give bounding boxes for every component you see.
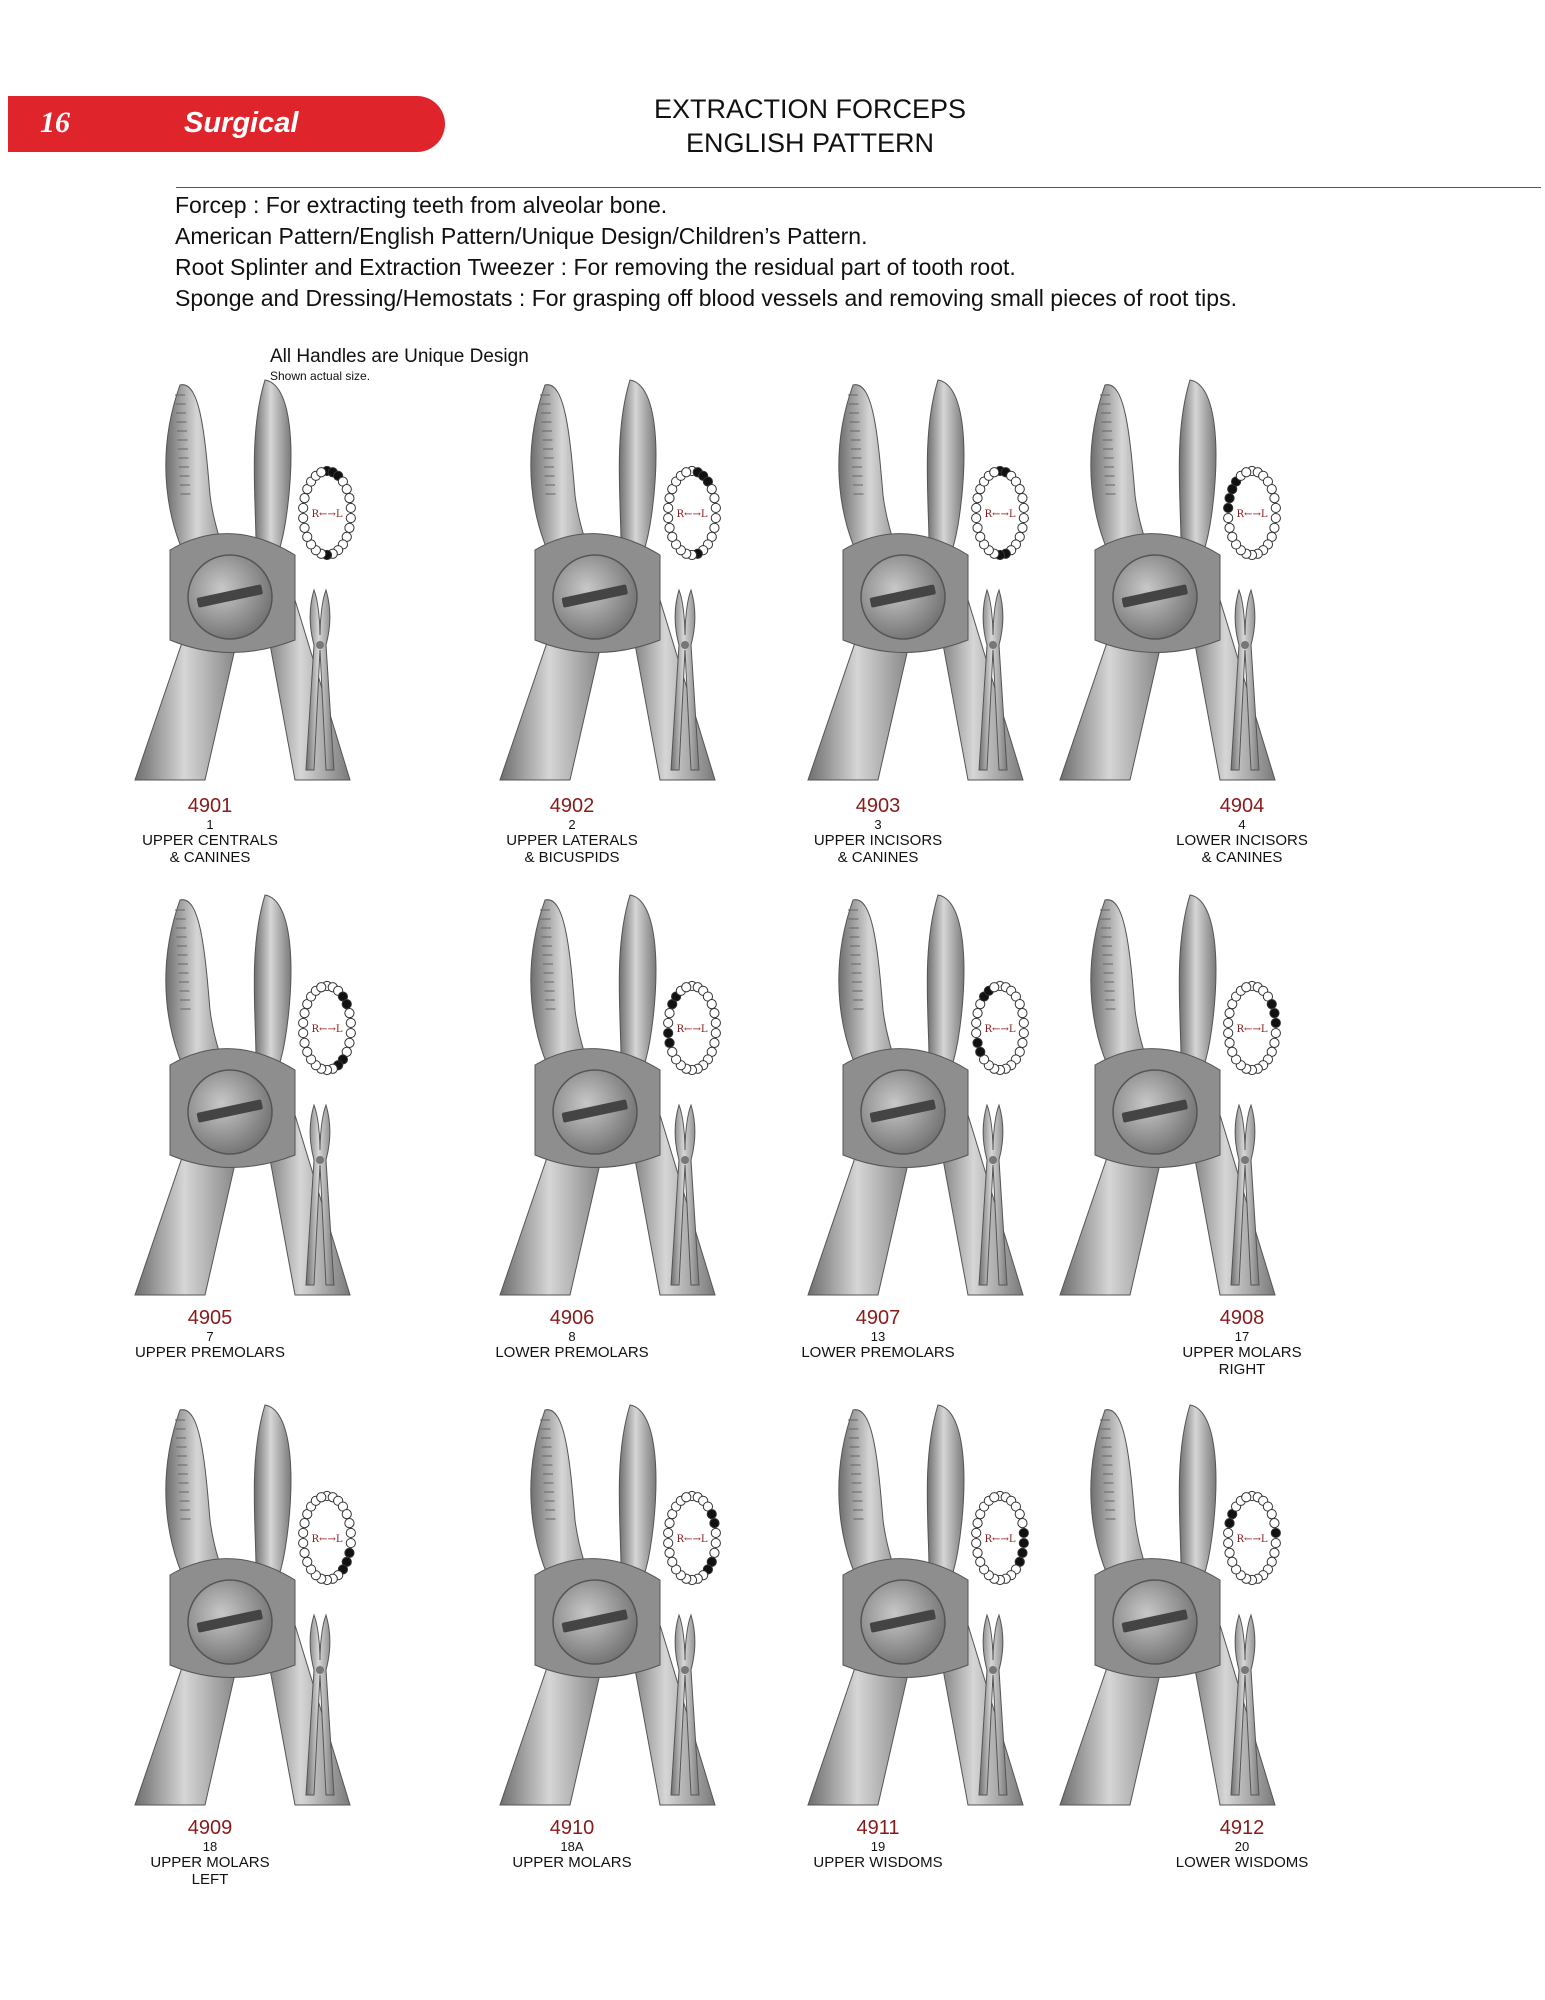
page-title-line2: ENGLISH PATTERN — [685, 128, 935, 158]
forceps-main-view — [1060, 1405, 1275, 1805]
product-code: 4903 — [855, 795, 901, 817]
product-code: 4906 — [549, 1307, 595, 1329]
pattern-number: 2 — [568, 817, 576, 832]
arch-side-label: R←→L — [1236, 1024, 1268, 1035]
description-line: American Pattern/English Pattern/Unique Design/Children’s Pattern. — [175, 223, 868, 249]
product-description-line2: & CANINES — [1201, 849, 1283, 866]
forceps-main-view — [1060, 895, 1275, 1295]
forceps-main-view — [500, 380, 715, 780]
pattern-number: 8 — [568, 1329, 576, 1344]
product-description-line2: LEFT — [191, 1871, 229, 1888]
forceps-main-view — [500, 1405, 715, 1805]
product-description-line2: & BICUSPIDS — [524, 849, 620, 866]
product-tile — [95, 1400, 435, 1800]
forceps-main-view — [808, 895, 1023, 1295]
product-tile — [460, 1400, 800, 1800]
product-tile — [1020, 1400, 1360, 1800]
dental-arch-diagram — [299, 981, 356, 1074]
product-description: UPPER LATERALS — [506, 832, 638, 849]
forceps-main-view — [135, 380, 350, 780]
forceps-image — [460, 890, 820, 1300]
product-description-line2: & CANINES — [837, 849, 919, 866]
pattern-number: 7 — [206, 1329, 214, 1344]
forceps-main-view — [135, 895, 350, 1295]
dental-arch-diagram — [1224, 466, 1281, 559]
product-caption — [442, 1817, 702, 1871]
product-description: LOWER INCISORS — [1176, 832, 1308, 849]
arch-side-label: R←→L — [311, 1024, 343, 1035]
header-divider — [176, 187, 1541, 188]
pattern-number: 19 — [870, 1839, 886, 1854]
product-tile — [460, 375, 800, 775]
pattern-number: 20 — [1234, 1839, 1250, 1854]
product-code: 4905 — [187, 1307, 233, 1329]
description-line: Sponge and Dressing/Hemostats : For grasping off blood vessels and removing small pieces of root tips. — [175, 285, 1237, 311]
page-number: 16 — [40, 106, 70, 139]
dental-arch-diagram — [664, 466, 721, 559]
section-tab — [8, 96, 445, 152]
dental-arch-diagram — [664, 981, 721, 1074]
product-caption — [442, 1307, 702, 1361]
product-code: 4904 — [1219, 795, 1265, 817]
product-code: 4910 — [549, 1817, 595, 1839]
forceps-main-view — [135, 1405, 350, 1805]
product-tile — [460, 890, 800, 1290]
product-caption — [442, 795, 702, 866]
product-description: LOWER WISDOMS — [1175, 1854, 1309, 1871]
product-description: LOWER PREMOLARS — [495, 1344, 649, 1361]
arch-side-label: R←→L — [1236, 509, 1268, 520]
pattern-number: 3 — [874, 817, 882, 832]
product-caption — [80, 1817, 340, 1888]
forceps-image — [95, 375, 455, 785]
product-description-line2: RIGHT — [1218, 1361, 1266, 1378]
dental-arch-diagram — [299, 1491, 356, 1584]
dental-arch-diagram — [1224, 981, 1281, 1074]
arch-side-label: R←→L — [676, 1024, 708, 1035]
product-tile — [1020, 890, 1360, 1290]
section-name: Surgical — [184, 107, 299, 139]
forceps-image — [95, 1400, 455, 1810]
product-caption — [748, 1817, 1008, 1871]
product-code: 4902 — [549, 795, 595, 817]
page-title-line1: EXTRACTION FORCEPS — [653, 94, 967, 124]
pattern-number: 18 — [202, 1839, 218, 1854]
forceps-image — [1020, 1400, 1380, 1810]
pattern-number: 1 — [206, 817, 214, 832]
product-code: 4901 — [187, 795, 233, 817]
product-description-line2: & CANINES — [169, 849, 251, 866]
forceps-main-view — [1060, 380, 1275, 780]
pattern-number: 17 — [1234, 1329, 1250, 1344]
arch-side-label: R←→L — [1236, 1534, 1268, 1545]
arch-side-label: R←→L — [311, 1534, 343, 1545]
product-caption — [1112, 1817, 1372, 1871]
forceps-image — [460, 1400, 820, 1810]
arch-side-label: R←→L — [676, 509, 708, 520]
product-description: UPPER MOLARS — [150, 1854, 270, 1871]
product-description: UPPER CENTRALS — [142, 832, 278, 849]
product-description: UPPER WISDOMS — [813, 1854, 943, 1871]
product-caption — [80, 795, 340, 866]
description-block — [175, 190, 1237, 314]
forceps-image — [1020, 375, 1380, 785]
page-title — [560, 92, 1060, 160]
product-description: LOWER PREMOLARS — [801, 1344, 955, 1361]
description-line: Forcep : For extracting teeth from alveolar bone. — [175, 192, 668, 218]
product-caption — [80, 1307, 340, 1361]
arch-side-label: R←→L — [984, 509, 1016, 520]
forceps-image — [460, 375, 820, 785]
product-description: UPPER PREMOLARS — [134, 1344, 286, 1361]
product-tile — [1020, 375, 1360, 775]
dental-arch-diagram — [664, 1491, 721, 1584]
product-description: UPPER MOLARS — [512, 1854, 632, 1871]
arch-side-label: R←→L — [311, 509, 343, 520]
dental-arch-diagram — [1224, 1491, 1281, 1584]
arch-side-label: R←→L — [676, 1534, 708, 1545]
product-caption — [748, 1307, 1008, 1361]
product-tile — [95, 375, 435, 775]
handle-note-text: All Handles are Unique Design — [270, 346, 529, 367]
forceps-main-view — [500, 895, 715, 1295]
forceps-main-view — [808, 380, 1023, 780]
product-tile — [95, 890, 435, 1290]
product-code: 4907 — [855, 1307, 901, 1329]
pattern-number: 13 — [870, 1329, 886, 1344]
dental-arch-diagram — [299, 466, 356, 559]
product-code: 4911 — [856, 1817, 900, 1839]
product-code: 4912 — [1219, 1817, 1265, 1839]
pattern-number: 4 — [1238, 817, 1246, 832]
product-description: UPPER INCISORS — [813, 832, 943, 849]
product-caption — [748, 795, 1008, 866]
product-caption — [1112, 1307, 1372, 1378]
description-line: Root Splinter and Extraction Tweezer : For removing the residual part of tooth root. — [175, 254, 1016, 280]
forceps-image — [95, 890, 455, 1300]
forceps-image — [1020, 890, 1380, 1300]
arch-side-label: R←→L — [984, 1024, 1016, 1035]
actual-size-note: Shown actual size. — [270, 369, 371, 383]
product-code: 4909 — [187, 1817, 233, 1839]
arch-side-label: R←→L — [984, 1534, 1016, 1545]
product-caption — [1112, 795, 1372, 866]
product-code: 4908 — [1219, 1307, 1265, 1329]
pattern-number: 18A — [560, 1839, 584, 1854]
forceps-main-view — [808, 1405, 1023, 1805]
product-description: UPPER MOLARS — [1182, 1344, 1302, 1361]
